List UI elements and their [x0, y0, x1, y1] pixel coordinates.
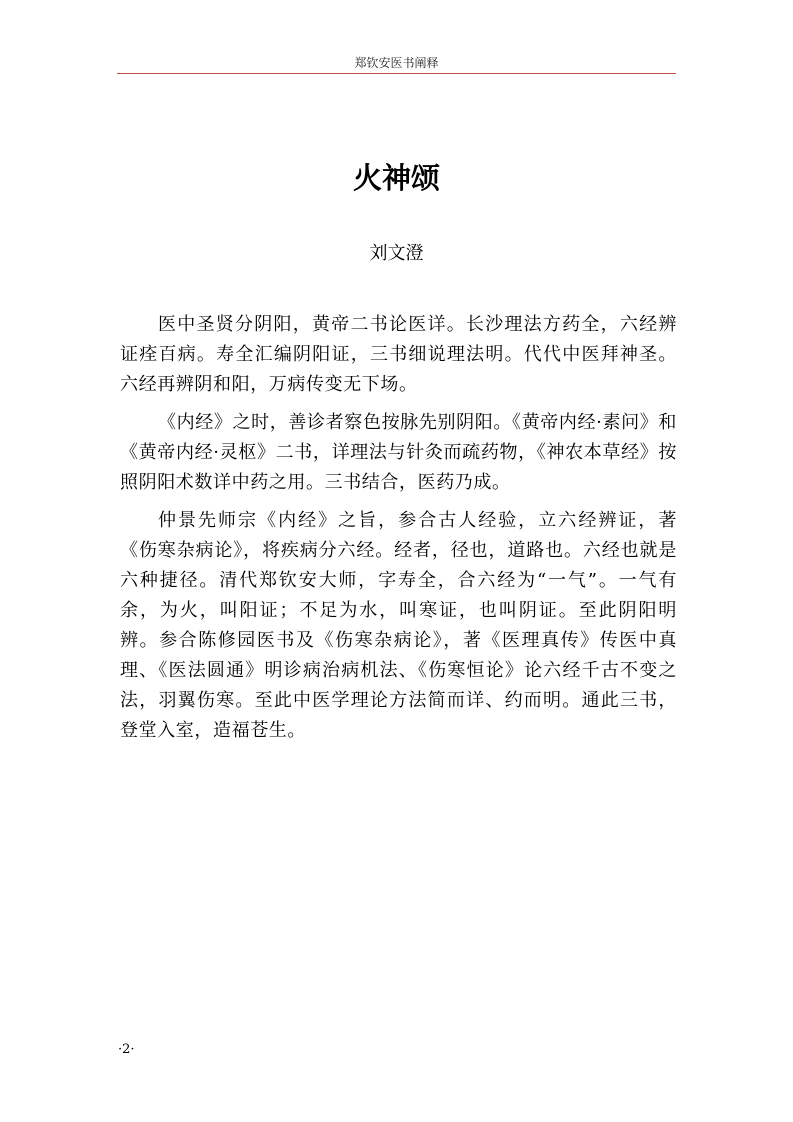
paragraph-3: 仲景先师宗《内经》之旨，参合古人经验，立六经辨证，著《伤寒杂病论》，将疾病分六经。经者，径也，道路也。六经也就是六种捷径。清代郑钦安大师，字寿全，合六经为“一气”。一气有余，为火，叫阳证；不足为水，叫寒证，也叫阴证。至此阴阳明辨。参合陈修园医书及《伤寒杂病论》，著《医理真传》传医中真理、《医法圆通》明诊病治病机法、《伤寒恒论》论六经千古不变之法，羽翼伤寒。至此中医学理论方法简而详、约而明。通此三书，登堂入室，造福苍生。 — [120, 510, 677, 741]
paragraph-1: 医中圣贤分阴阳，黄帝二书论医详。长沙理法方药全，六经辨证痊百病。寿全汇编阴阳证，三书细说理法明。代代中医拜神圣。六经再辨阴和阳，万病传变无下场。 — [120, 314, 677, 395]
header-divider — [117, 73, 676, 74]
author-name: 刘文澄 — [369, 243, 424, 264]
article-body — [120, 310, 677, 754]
paragraph-2: 《内经》之时，善诊者察色按脉先别阴阳。《黄帝内经·素问》和《黄帝内经·灵枢》二书，详理法与针灸而疏药物，《神农本草经》按照阴阳术数详中药之用。三书结合，医药乃成。 — [120, 412, 677, 493]
page-title: 火神颂 — [352, 161, 440, 195]
page-number: ·2· — [118, 1042, 135, 1057]
running-header: 郑钦安医书阐释 — [354, 56, 439, 70]
